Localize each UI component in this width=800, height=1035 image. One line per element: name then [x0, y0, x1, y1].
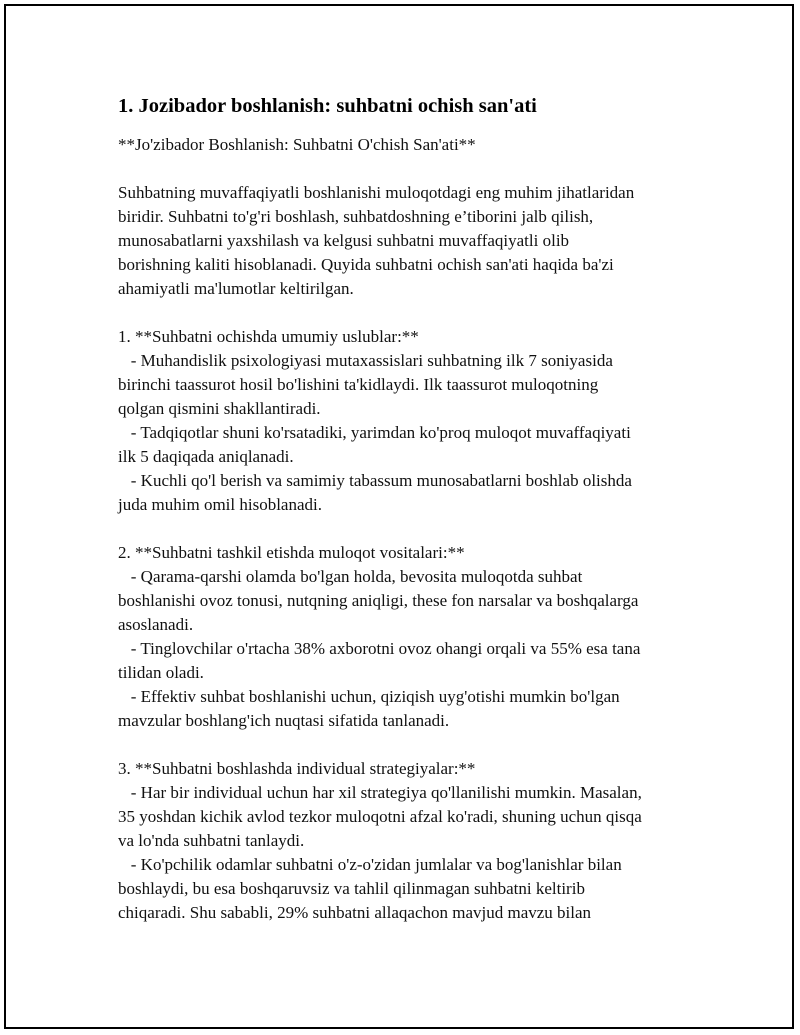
- document-title: 1. Jozibador boshlanish: suhbatni ochish san'ati: [118, 95, 537, 117]
- text-line: juda muhim omil hisoblanadi.: [118, 495, 322, 514]
- text-line: asoslanadi.: [118, 615, 194, 634]
- text-line: - Kuchli qo'l berish va samimiy tabassum munosabatlarni boshlab olishda: [118, 471, 632, 490]
- text-line: - Qarama-qarshi olamda bo'lgan holda, bevosita muloqotda suhbat: [118, 567, 583, 586]
- text-line: - Tadqiqotlar shuni ko'rsatadiki, yarimdan ko'proq muloqot muvaffaqiyati: [118, 423, 631, 442]
- text-line: va lo'nda suhbatni tanlaydi.: [118, 831, 305, 850]
- text-line: - Har bir individual uchun har xil strategiya qo'llanilishi mumkin. Masalan,: [118, 783, 642, 802]
- text-line: birinchi taassurot hosil bo'lishini ta'kidlaydi. Ilk taassurot muloqotning: [118, 375, 599, 394]
- text-line: chiqaradi. Shu sababli, 29% suhbatni allaqachon mavjud mavzu bilan: [118, 903, 592, 922]
- text-line: Suhbatning muvaffaqiyatli boshlanishi muloqotdagi eng muhim jihatlaridan: [118, 183, 635, 202]
- text-line: 3. **Suhbatni boshlashda individual strategiyalar:**: [118, 759, 476, 778]
- blank-line: [118, 517, 698, 541]
- text-line: 2. **Suhbatni tashkil etishda muloqot vositalari:**: [118, 543, 465, 562]
- text-line: 1. **Suhbatni ochishda umumiy uslublar:**: [118, 327, 419, 346]
- text-line: - Ko'pchilik odamlar suhbatni o'z-o'zidan jumlalar va bog'lanishlar bilan: [118, 855, 622, 874]
- document-text: [118, 133, 698, 925]
- text-line: ilk 5 daqiqada aniqlanadi.: [118, 447, 294, 466]
- blank-line: [118, 157, 698, 181]
- text-line: mavzular boshlang'ich nuqtasi sifatida tanlanadi.: [118, 711, 450, 730]
- text-line: - Tinglovchilar o'rtacha 38% axborotni ovoz ohangi orqali va 55% esa tana: [118, 639, 641, 658]
- text-line: biridir. Suhbatni to'g'ri boshlash, suhbatdoshning e’tiborini jalb qilish,: [118, 207, 594, 226]
- text-line: boshlaydi, bu esa boshqaruvsiz va tahlil qilinmagan suhbatni keltirib: [118, 879, 585, 898]
- text-line: - Effektiv suhbat boshlanishi uchun, qiziqish uyg'otishi mumkin bo'lgan: [118, 687, 620, 706]
- blank-line: [118, 301, 698, 325]
- text-line: 35 yoshdan kichik avlod tezkor muloqotni afzal ko'radi, shuning uchun qisqa: [118, 807, 642, 826]
- text-line: qolgan qismini shakllantiradi.: [118, 399, 321, 418]
- text-line: **Jo'zibador Boshlanish: Suhbatni O'chish San'ati**: [118, 135, 476, 154]
- text-line: boshlanishi ovoz tonusi, nutqning aniqligi, these fon narsalar va boshqalarga: [118, 591, 639, 610]
- blank-line: [118, 733, 698, 757]
- text-line: - Muhandislik psixologiyasi mutaxassislari suhbatning ilk 7 soniyasida: [118, 351, 613, 370]
- document-body: [118, 92, 698, 925]
- text-line: munosabatlarni yaxshilash va kelgusi suhbatni muvaffaqiyatli olib: [118, 231, 570, 250]
- text-line: ahamiyatli ma'lumotlar keltirilgan.: [118, 279, 354, 298]
- text-line: tilidan oladi.: [118, 663, 204, 682]
- text-line: borishning kaliti hisoblanadi. Quyida suhbatni ochish san'ati haqida ba'zi: [118, 255, 614, 274]
